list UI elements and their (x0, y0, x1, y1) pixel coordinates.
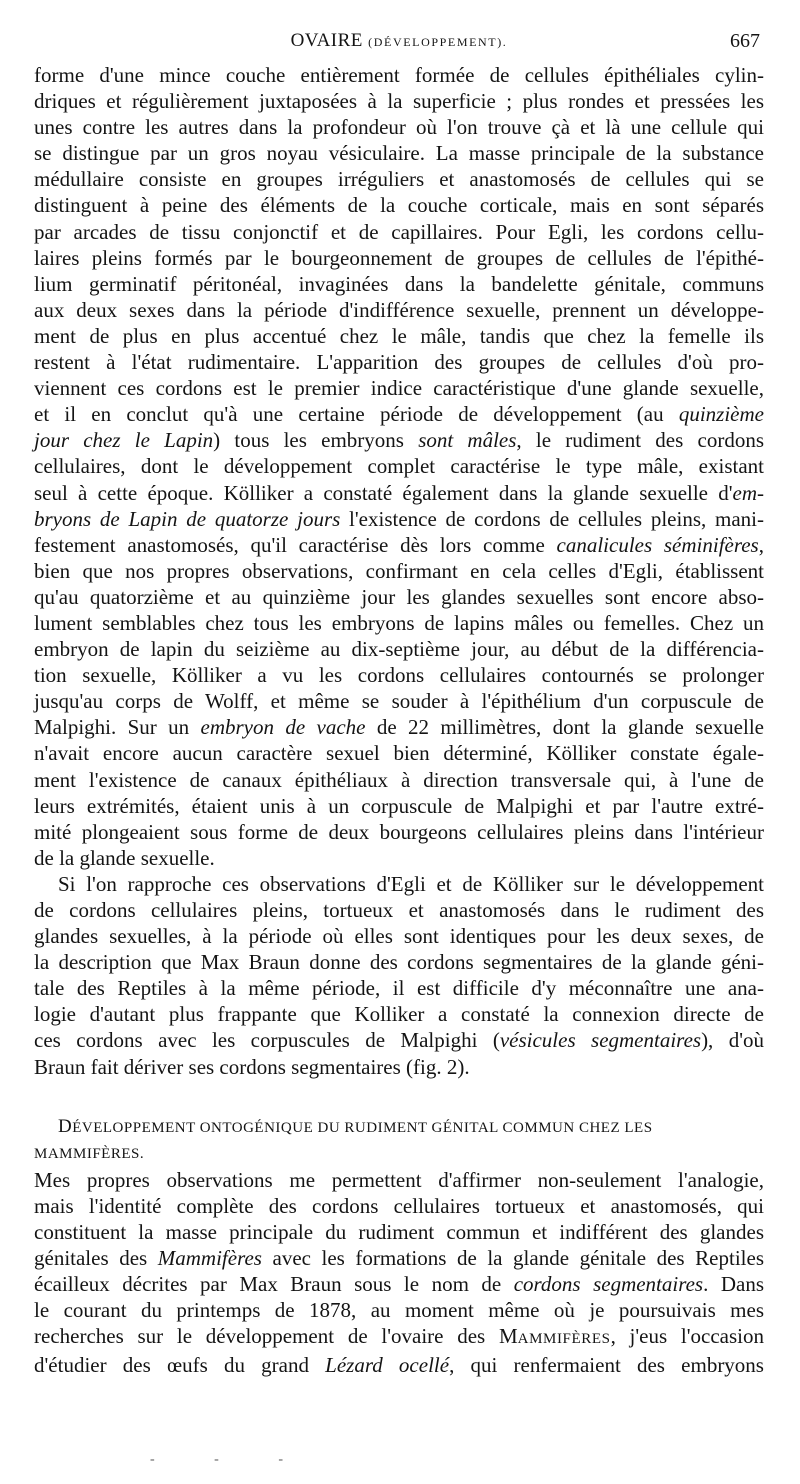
text-line: Braun fait dériver ses cordons segmentaires (fig. 2). (34, 1054, 470, 1079)
text-line: par arcades de tissu conjonctif et de capillaires. Pour Egli, les cordons cellu- (34, 219, 764, 244)
text-line: viennent ces cordons est le premier indice caractéristique d'une glande sexuelle, (34, 376, 764, 401)
italic-run: bryons de Lapin de quatorze jours (34, 506, 341, 531)
text-run: recherches sur le développement de l'ovaire des (34, 1324, 499, 1349)
text-line: embryon de lapin du seizième au dix-septième jour, au début de la différencia- (34, 637, 764, 662)
text-line (34, 714, 764, 740)
italic-run: Lézard ocellé (325, 1353, 450, 1378)
text-run: festement anastomosés, qu'il caractérise dès lors comme (34, 532, 557, 557)
italic-run: sont mâles (418, 428, 517, 453)
text-line: ment de plus en plus accentué chez le mâle, tandis que chez la femelle ils (34, 323, 764, 348)
paragraph-2 (34, 871, 764, 1080)
italic-run: em- (732, 480, 764, 505)
footer-marks: - - - (150, 1452, 311, 1467)
text-run: , j'eus l'occasion (610, 1324, 764, 1349)
text-line: mais l'identité complète des cordons cellulaires tortueux et anastomosés, qui (34, 1193, 764, 1218)
italic-run: jour chez le Lapin (34, 428, 214, 453)
text-line: leurs extrémités, étaient unis à un corpuscule de Malpighi et par l'autre extré- (34, 793, 764, 818)
text-line: Si l'on rapproche ces observations d'Egli et de Kölliker sur le développement (58, 871, 764, 896)
text-line: unes contre les autres dans la profondeur où l'on trouve çà et là une cellule qui (34, 115, 764, 140)
text-line: lium germinatif péritonéal, invaginées dans la bandelette génitale, communs (34, 271, 764, 296)
text-line: laires pleins formés par le bourgeonnement de groupes de cellules de l'épithé- (34, 245, 764, 270)
text-line: n'avait encore aucun caractère sexuel bien déterminé, Kölliker constate égale- (34, 741, 764, 766)
text-line: se distingue par un gros noyau vésiculaire. La masse principale de la substance (34, 141, 764, 166)
text-line: aux deux sexes dans la période d'indifférence sexuelle, prennent un développe- (34, 297, 764, 322)
text-run: seul à cette époque. Kölliker a constaté également dans la glande sexuelle d' (34, 480, 733, 505)
page-number: 667 (730, 30, 760, 52)
text-line: qu'au quatorzième et au quinzième jour les glandes sexuelles sont encore abso- (34, 584, 764, 609)
text-line: forme d'une mince couche entièrement formée de cellules épithéliales cylin- (34, 63, 764, 87)
text-run: , (758, 532, 764, 557)
text-line (34, 480, 764, 506)
text-run: et il en conclut qu'à une certaine période de développement (au (34, 402, 679, 427)
running-title (34, 30, 764, 52)
italic-run: quinzième (678, 402, 764, 427)
running-title-main: OVAIRE (290, 30, 363, 51)
text-line (34, 1271, 764, 1297)
text-line (34, 1245, 764, 1271)
text-line (34, 427, 764, 453)
text-line: le courant du printemps de 1878, au moment même où je poursuivais mes (34, 1298, 764, 1323)
section-gap (34, 1080, 764, 1114)
text-run: ces cordons avec les corpuscules de Malpighi ( (34, 1028, 500, 1053)
text-run: de 22 millimètres, dont la glande sexuelle (365, 715, 764, 740)
text-line (34, 401, 764, 427)
text-line: distinguent à peine des éléments de la couche corticale, mais en sont séparés (34, 193, 764, 218)
text-run: , le rudiment des cordons (516, 428, 765, 453)
text-line: tion sexuelle, Kölliker a vu les cordons cellulaires contournés se prolonger (34, 663, 764, 688)
text-run: , qui renfermaient des embryons (449, 1353, 764, 1378)
text-line: de cordons cellulaires pleins, tortueux et anastomosés dans le rudiment des (34, 898, 764, 922)
text-run: génitales des (34, 1245, 158, 1270)
text-run: ), d'où (701, 1028, 764, 1053)
italic-run: cordons segmentaires (513, 1272, 704, 1297)
text-line: lument semblables chez tous les embryons de lapins mâles ou femelles. Chez un (34, 610, 764, 635)
italic-run: canalicules séminifères (556, 532, 759, 557)
section (34, 1114, 764, 1379)
text-run: l'existence de cordons de cellules pleins, mani- (340, 506, 765, 531)
running-header (34, 30, 764, 54)
text-line: mité plongeaient sous forme de deux bourgeons cellulaires pleins dans l'intérieur (34, 819, 764, 844)
italic-run: Mammifères (157, 1245, 262, 1270)
text-line: Mes propres observations me permettent d'affirmer non-seulement l'analogie, (34, 1167, 764, 1192)
text-run: écailleux décrites par Max Braun sous le nom de (34, 1272, 514, 1297)
section-heading (34, 1114, 764, 1167)
text-line (34, 1352, 764, 1378)
text-line (34, 1027, 764, 1053)
text-line: logie d'autant plus frappante que Kolliker a constaté la connexion directe de (34, 1002, 764, 1027)
text-run: . Dans (703, 1272, 764, 1297)
text-line (34, 1323, 764, 1352)
text-line: constituent la masse principale du rudiment commun et indifférent des glandes (34, 1219, 764, 1244)
text-line: cellulaires, dont le développement complet caractérise le type mâle, existant (34, 454, 764, 479)
text-line: médullaire consiste en groupes irréguliers et anastomosés de cellules qui se (34, 167, 764, 192)
text-line: la description que Max Braun donne des cordons segmentaires de la glande géni- (34, 950, 764, 975)
text-run: d'étudier des œufs du grand (34, 1353, 326, 1378)
running-title-sub: (DÉVELOPPEMENT). (368, 35, 508, 49)
text-line: driques et régulièrement juxtaposées à la superficie ; plus rondes et pressées les (34, 89, 764, 114)
small-caps-run: AMMIFÈRES (517, 1331, 611, 1348)
text-line: glandes sexuelles, à la période où elles sont identiques pour les deux sexes, de (34, 924, 764, 949)
text-line (34, 506, 764, 532)
text-line: ment l'existence de canaux épithéliaux à direction transversale qui, à l'une de (34, 767, 764, 792)
text-line: de la glande sexuelle. (34, 845, 215, 870)
text-run: avec les formations de la glande génitale des Reptiles (261, 1245, 764, 1270)
text-run: ) tous les embryons (213, 428, 419, 453)
text-line (34, 532, 764, 558)
text-line: tale des Reptiles à la même période, il est difficile d'y méconnaître une ana- (34, 976, 764, 1001)
text-line: jusqu'au corps de Wolff, et même se souder à l'épithélium d'un corpuscule de (34, 689, 764, 714)
section-heading-rest: ÉVELOPPEMENT ONTOGÉNIQUE DU RUDIMENT GÉNITAL COMMUN CHEZ LES MAMMIFÈRES. (34, 1119, 653, 1162)
section-heading-cap: D (58, 1115, 73, 1137)
text-line: bien que nos propres observations, confirmant en cela celles d'Egli, établissent (34, 558, 764, 583)
body-text (34, 62, 764, 1378)
text-line: restent à l'état rudimentaire. L'apparition des groupes de cellules d'où pro- (34, 350, 764, 375)
italic-run: vésicules segmentaires (499, 1028, 702, 1053)
italic-run: embryon de vache (200, 715, 366, 740)
text-run: Malpighi. Sur un (34, 715, 201, 740)
small-caps-cap: M (498, 1324, 518, 1349)
paragraph-1 (34, 62, 764, 871)
